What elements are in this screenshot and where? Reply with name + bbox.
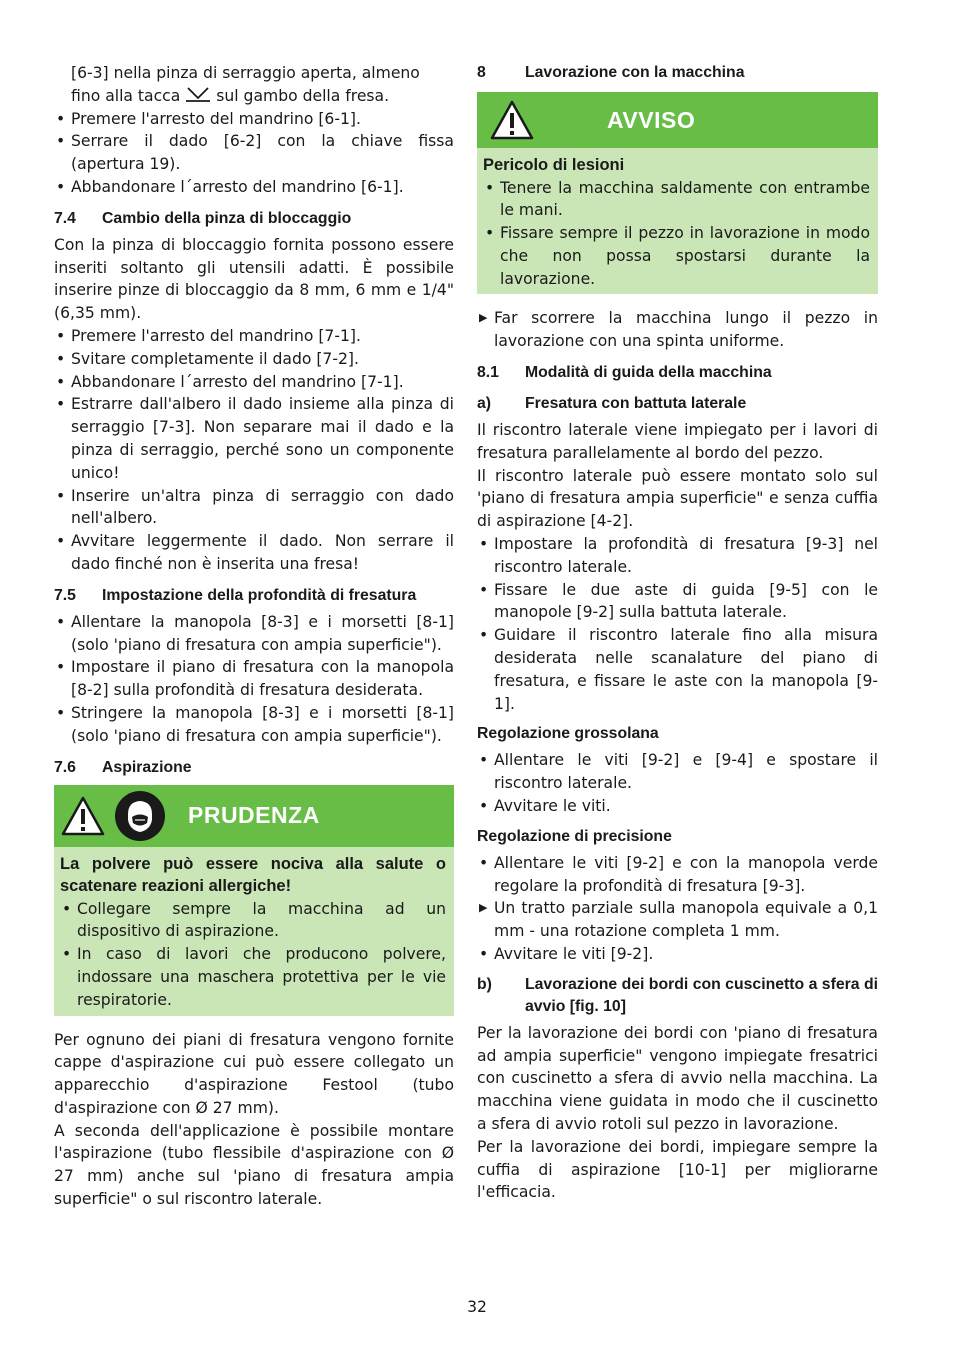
prudenza-warning-box [54,785,454,1016]
section-title: Lavorazione dei bordi con cuscinetto a sfera di avvio [fig. 10] [525,975,878,1015]
section-title: Lavorazione con la macchina [525,64,745,81]
paragraph: Per ognuno dei piani di fresatura vengono fornite cappe d'aspirazione cui può essere collegato un apparecchio d'aspirazione Festool (tubo d'aspirazione con Ø 27 mm). [54,1030,454,1117]
section-heading-8 [477,62,878,84]
warning-title: Pericolo di lesioni [483,156,625,174]
section-title: Modalità di guida della macchina [525,364,772,382]
intro-text-post: sul gambo della fresa. [216,86,390,105]
list-item: • Impostare il piano di fresatura con la manopola [8-2] sulla profondità di fresatura desiderata. [54,656,454,702]
list-item: • Inserire un'altra pinza di serraggio con dado nell'albero. [54,485,454,531]
section-number: b) [477,975,492,993]
respirator-mask-icon [114,790,166,842]
subheading-coarse: Regolazione grossolana [477,725,659,743]
list-item: • Premere l'arresto del mandrino [7-1]. [54,325,454,348]
section-title: Impostazione della profondità di fresatura [102,586,417,604]
paragraph: Il riscontro laterale può essere montato solo sul 'piano di fresatura ampia superficie" e senza cuffia di aspirazione [4-2]. [477,466,878,531]
instruction-step: ▶ Un tratto parziale sulla manopola equivale a 0,1 mm - una rotazione completa 1 mm. [477,897,878,943]
list-item: • Fissare sempre il pezzo in lavorazione in modo che non possa spostarsi durante la lavorazione. [483,222,870,290]
list-item: • Guidare il riscontro laterale fino alla misura desiderata nelle scanalature del piano di fresatura, e fissare le aste con la manopola [9-1]. [477,624,878,715]
list-item: • Avvitare le viti. [477,795,878,818]
section-title: Fresatura con battuta laterale [525,395,747,413]
paragraph: Per la lavorazione dei bordi con 'piano di fresatura ad ampia superficie" vengono impiegate fresatrici con cuscinetto a sfera di avvio nella macchina. La macchina viene guidata in modo che il cuscinetto a sfera di avvio rotoli sul pezzo in lavorazione. [477,1023,878,1133]
section-number: 8.1 [477,364,499,382]
section-number: 7.5 [54,586,76,604]
warning-triangle-icon [489,99,535,141]
notch-mark-icon [185,85,211,103]
warning-title: La polvere può essere nociva alla salute o scatenare reazioni allergiche! [60,854,446,896]
list-item: • Stringere la manopola [8-3] e i morsetti [8-1] (solo 'piano di fresatura con ampia superficie"). [54,702,454,748]
subheading-fine: Regolazione di precisione [477,827,672,845]
section-heading-a [477,393,878,415]
list-item: • Abbandonare l´arresto del mandrino [7-1]. [54,371,454,394]
avviso-warning-box [477,92,878,294]
warning-header [477,92,878,148]
list-item: • Collegare sempre la macchina ad un dispositivo di aspirazione. [60,898,446,944]
page-number: 32 [467,1298,487,1316]
intro-line-notch [54,85,454,108]
intro-text-pre: fino alla tacca [71,86,181,105]
section-heading-8-1 [477,362,878,384]
list-item: • Allentare la manopola [8-3] e i morsetti [8-1] (solo 'piano di fresatura con ampia superficie"). [54,611,454,657]
warning-header [54,785,454,847]
section-title: Cambio della pinza di bloccaggio [102,209,352,227]
section-number: 7.4 [54,209,76,227]
warning-body [477,148,878,294]
intro-line: [6-3] nella pinza di serraggio aperta, almeno [71,64,420,82]
list-item: • In caso di lavori che producono polvere, indossare una maschera protettiva per le vie respiratorie. [60,943,446,1011]
list-item: • Serrare il dado [6-2] con la chiave fissa (apertura 19). [54,130,454,176]
instruction-step: ▶ Far scorrere la macchina lungo il pezzo in lavorazione con una spinta uniforme. [477,307,878,353]
right-column [477,62,878,1204]
warning-body [54,847,454,1016]
list-item: • Svitare completamente il dado [7-2]. [54,348,454,371]
section-heading-b [477,974,878,1018]
paragraph: Con la pinza di bloccaggio fornita possono essere inseriti soltanto gli utensili adatti. È possibile inserire pinze di bloccaggio da 8 mm, 6 mm e 1/4" (6,35 mm). [54,235,454,323]
section-number: 7.6 [54,758,76,776]
list-item: • Premere l'arresto del mandrino [6-1]. [54,108,454,131]
section-heading-7-5 [54,585,454,607]
left-column [54,62,454,1211]
list-item: • Tenere la macchina saldamente con entrambe le mani. [483,177,870,223]
section-title: Aspirazione [102,758,192,776]
list-item: • Allentare le viti [9-2] e [9-4] e spostare il riscontro laterale. [477,749,878,795]
section-heading-7-6 [54,757,454,779]
list-item: • Estrarre dall'albero il dado insieme alla pinza di serraggio [7-3]. Non separare mai il dado e la pinza di serraggio, perché sono un componente unico! [54,393,454,484]
section-number: 8 [477,64,486,81]
paragraph: Per la lavorazione dei bordi, impiegare sempre la cuffia di aspirazione [10-1] per migliorarne l'efficacia. [477,1137,878,1202]
list-item: • Avvitare le viti [9-2]. [477,943,878,966]
list-item: • Allentare le viti [9-2] e con la manopola verde regolare la profondità di fresatura [9-3]. [477,852,878,898]
warning-triangle-icon [60,795,106,837]
list-item: • Abbandonare l´arresto del mandrino [6-1]. [54,176,454,199]
section-number: a) [477,395,492,413]
list-item: • Impostare la profondità di fresatura [9-3] nel riscontro laterale. [477,533,878,579]
section-heading-7-4 [54,208,454,230]
list-item: • Avvitare leggermente il dado. Non serrare il dado finché non è inserita una fresa! [54,530,454,576]
paragraph: Il riscontro laterale viene impiegato per i lavori di fresatura parallelamente al bordo del pezzo. [477,421,878,462]
list-item: • Fissare le due aste di guida [9-5] con le manopole [9-2] sulla battuta laterale. [477,579,878,625]
warning-label: PRUDENZA [188,802,320,829]
paragraph: A seconda dell'applicazione è possibile montare l'aspirazione (tubo flessibile d'aspirazione con Ø 27 mm) anche sul 'piano di fresatura ampia superficie" o sul riscontro laterale. [54,1121,454,1209]
warning-label: AVVISO [607,106,696,133]
